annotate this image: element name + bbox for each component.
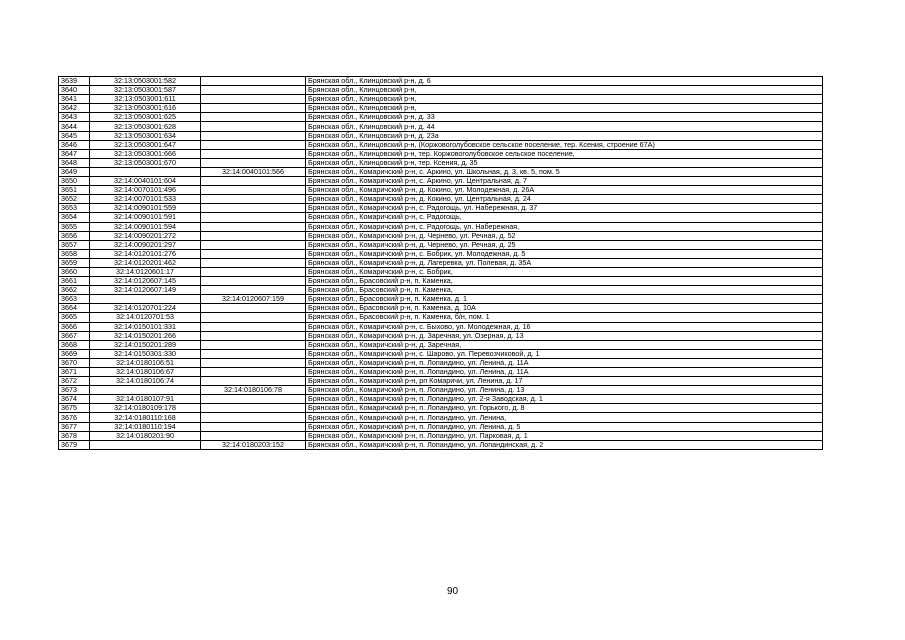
cadastral-number-cell (90, 167, 201, 176)
parent-cadastral-number-cell (201, 77, 306, 86)
parent-cadastral-number-cell (201, 222, 306, 231)
address-cell: Брянская обл., Клинцовский р-н, д. 33 (306, 113, 823, 122)
parent-cadastral-number-cell: 32:14:0040101:566 (201, 167, 306, 176)
row-number-cell: 3655 (59, 222, 90, 231)
address-cell: Брянская обл., Комаричский р-н, д. Заречная, (306, 340, 823, 349)
parent-cadastral-number-cell (201, 140, 306, 149)
address-cell: Брянская обл., Комаричский р-н, с. Радогощь, ул. Набережная, (306, 222, 823, 231)
table-row (59, 368, 823, 377)
row-number-cell: 3663 (59, 295, 90, 304)
table-row (59, 249, 823, 258)
page-number: 90 (446, 586, 459, 597)
parent-cadastral-number-cell: 32:14:0180106:78 (201, 386, 306, 395)
cadastral-number-cell: 32:14:0180106:74 (90, 377, 201, 386)
cadastral-number-cell: 32:14:0120607:149 (90, 286, 201, 295)
address-cell: Брянская обл., Комаричский р-н, п. Лопандино, ул. Парковая, д. 1 (306, 431, 823, 440)
address-cell: Брянская обл., Комаричский р-н, п. Лопандино, ул. 2-я Заводская, д. 1 (306, 395, 823, 404)
cadastral-number-cell: 32:14:0120201:462 (90, 258, 201, 267)
parent-cadastral-number-cell (201, 286, 306, 295)
row-number-cell: 3664 (59, 304, 90, 313)
cadastral-number-cell: 32:14:0090101:594 (90, 222, 201, 231)
row-number-cell: 3643 (59, 113, 90, 122)
cadastral-number-cell: 32:13:0503001:666 (90, 149, 201, 158)
table-row (59, 404, 823, 413)
table-row (59, 431, 823, 440)
registry-table (58, 76, 823, 450)
table-row (59, 286, 823, 295)
row-number-cell: 3640 (59, 86, 90, 95)
row-number-cell: 3666 (59, 322, 90, 331)
address-cell: Брянская обл., Брасовский р-н, п. Каменка, (306, 286, 823, 295)
table-row (59, 104, 823, 113)
row-number-cell: 3675 (59, 404, 90, 413)
row-number-cell: 3661 (59, 277, 90, 286)
cadastral-number-cell: 32:13:0503001:628 (90, 122, 201, 131)
parent-cadastral-number-cell (201, 258, 306, 267)
cadastral-number-cell (90, 295, 201, 304)
table-row (59, 440, 823, 449)
row-number-cell: 3665 (59, 313, 90, 322)
row-number-cell: 3639 (59, 77, 90, 86)
cadastral-number-cell: 32:13:0503001:625 (90, 113, 201, 122)
address-cell: Брянская обл., Комаричский р-н, д. Кокино, ул. Центральная, д. 24 (306, 195, 823, 204)
row-number-cell: 3653 (59, 204, 90, 213)
registry-table-body (59, 77, 823, 450)
table-row (59, 231, 823, 240)
row-number-cell: 3673 (59, 386, 90, 395)
parent-cadastral-number-cell (201, 240, 306, 249)
address-cell: Брянская обл., Брасовский р-н, п. Каменка, б/н, пом. 1 (306, 313, 823, 322)
table-row (59, 86, 823, 95)
row-number-cell: 3656 (59, 231, 90, 240)
cadastral-number-cell: 32:14:0120701:224 (90, 304, 201, 313)
parent-cadastral-number-cell (201, 95, 306, 104)
table-row (59, 258, 823, 267)
parent-cadastral-number-cell (201, 231, 306, 240)
row-number-cell: 3659 (59, 258, 90, 267)
parent-cadastral-number-cell (201, 304, 306, 313)
table-row (59, 277, 823, 286)
table-row (59, 422, 823, 431)
table-row (59, 331, 823, 340)
parent-cadastral-number-cell (201, 395, 306, 404)
parent-cadastral-number-cell (201, 158, 306, 167)
row-number-cell: 3649 (59, 167, 90, 176)
row-number-cell: 3669 (59, 349, 90, 358)
address-cell: Брянская обл., Комаричский р-н, с. Радогощь, ул. Набережная, д. 37 (306, 204, 823, 213)
parent-cadastral-number-cell (201, 131, 306, 140)
cadastral-number-cell: 32:14:0180110:194 (90, 422, 201, 431)
cadastral-number-cell: 32:14:0040101:604 (90, 177, 201, 186)
table-row (59, 122, 823, 131)
table-row (59, 204, 823, 213)
cadastral-number-cell: 32:14:0180110:168 (90, 413, 201, 422)
row-number-cell: 3678 (59, 431, 90, 440)
table-row (59, 386, 823, 395)
address-cell: Брянская обл., Клинцовский р-н, тер. Ксения, д. 35 (306, 158, 823, 167)
row-number-cell: 3667 (59, 331, 90, 340)
row-number-cell: 3657 (59, 240, 90, 249)
address-cell: Брянская обл., Комаричский р-н, п. Лопандино, ул. Ленина, д. 5 (306, 422, 823, 431)
table-row (59, 149, 823, 158)
address-cell: Брянская обл., Комаричский р-н, п. Лопандино, ул. Ленина, д. 13 (306, 386, 823, 395)
address-cell: Брянская обл., Комаричский р-н, п. Лопандино, ул. Лопандинская, д. 2 (306, 440, 823, 449)
address-cell: Брянская обл., Комаричский р-н, д. Кокино, ул. Молодежная, д. 26А (306, 186, 823, 195)
address-cell: Брянская обл., Клинцовский р-н, (Коржовоголубовское сельское поселение, тер. Ксения, строение 67А) (306, 140, 823, 149)
table-row (59, 77, 823, 86)
row-number-cell: 3648 (59, 158, 90, 167)
cadastral-number-cell: 32:14:0070101:533 (90, 195, 201, 204)
cadastral-number-cell (90, 440, 201, 449)
address-cell: Брянская обл., Брасовский р-н, п. Каменка, д. 10А (306, 304, 823, 313)
cadastral-number-cell: 32:14:0180106:51 (90, 358, 201, 367)
cadastral-number-cell: 32:14:0180201:90 (90, 431, 201, 440)
cadastral-number-cell: 32:13:0503001:634 (90, 131, 201, 140)
parent-cadastral-number-cell (201, 86, 306, 95)
cadastral-number-cell (90, 386, 201, 395)
parent-cadastral-number-cell: 32:14:0180203:152 (201, 440, 306, 449)
table-row (59, 113, 823, 122)
parent-cadastral-number-cell (201, 277, 306, 286)
parent-cadastral-number-cell (201, 368, 306, 377)
row-number-cell: 3670 (59, 358, 90, 367)
cadastral-number-cell: 32:14:0150201:266 (90, 331, 201, 340)
address-cell: Брянская обл., Клинцовский р-н, (306, 104, 823, 113)
address-cell: Брянская обл., Комаричский р-н, д. Лагеревка, ул. Полевая, д. 35А (306, 258, 823, 267)
row-number-cell: 3676 (59, 413, 90, 422)
parent-cadastral-number-cell (201, 422, 306, 431)
address-cell: Брянская обл., Клинцовский р-н, тер. Коржовоголубовское сельское поселение, (306, 149, 823, 158)
parent-cadastral-number-cell (201, 431, 306, 440)
cadastral-number-cell: 32:14:0090101:591 (90, 213, 201, 222)
address-cell: Брянская обл., Комаричский р-н, рп Комаричи, ул. Ленина, д. 17 (306, 377, 823, 386)
cadastral-number-cell: 32:13:0503001:670 (90, 158, 201, 167)
table-row (59, 186, 823, 195)
address-cell: Брянская обл., Комаричский р-н, д. Чернево, ул. Речная, д. 52 (306, 231, 823, 240)
cadastral-number-cell: 32:14:0070101:496 (90, 186, 201, 195)
row-number-cell: 3644 (59, 122, 90, 131)
row-number-cell: 3677 (59, 422, 90, 431)
table-row (59, 213, 823, 222)
row-number-cell: 3642 (59, 104, 90, 113)
address-cell: Брянская обл., Комаричский р-н, с. Быхово, ул. Молодежная, д. 16 (306, 322, 823, 331)
row-number-cell: 3674 (59, 395, 90, 404)
cadastral-number-cell: 32:14:0090201:272 (90, 231, 201, 240)
address-cell: Брянская обл., Комаричский р-н, с. Радогощь, (306, 213, 823, 222)
cadastral-number-cell: 32:13:0503001:616 (90, 104, 201, 113)
address-cell: Брянская обл., Комаричский р-н, д. Заречная, ул. Озерная, д. 13 (306, 331, 823, 340)
address-cell: Брянская обл., Комаричский р-н, с. Аркино, ул. Центральная, д. 7 (306, 177, 823, 186)
parent-cadastral-number-cell (201, 313, 306, 322)
address-cell: Брянская обл., Брасовский р-н, п. Каменка, д. 1 (306, 295, 823, 304)
parent-cadastral-number-cell (201, 195, 306, 204)
table-row (59, 295, 823, 304)
address-cell: Брянская обл., Комаричский р-н, с. Шарово, ул. Перевозчиковой, д. 1 (306, 349, 823, 358)
address-cell: Брянская обл., Клинцовский р-н, (306, 95, 823, 104)
row-number-cell: 3654 (59, 213, 90, 222)
row-number-cell: 3641 (59, 95, 90, 104)
table-row (59, 140, 823, 149)
table-row (59, 304, 823, 313)
table-row (59, 95, 823, 104)
table-row (59, 413, 823, 422)
parent-cadastral-number-cell (201, 113, 306, 122)
parent-cadastral-number-cell (201, 122, 306, 131)
table-row (59, 358, 823, 367)
parent-cadastral-number-cell (201, 204, 306, 213)
cadastral-number-cell: 32:14:0120607:145 (90, 277, 201, 286)
parent-cadastral-number-cell: 32:14:0120607:159 (201, 295, 306, 304)
parent-cadastral-number-cell (201, 377, 306, 386)
table-row (59, 195, 823, 204)
parent-cadastral-number-cell (201, 358, 306, 367)
row-number-cell: 3662 (59, 286, 90, 295)
address-cell: Брянская обл., Комаричский р-н, с. Аркино, ул. Школьная, д. 3, кв. 5, пом. 5 (306, 167, 823, 176)
address-cell: Брянская обл., Клинцовский р-н, д. 23а (306, 131, 823, 140)
parent-cadastral-number-cell (201, 177, 306, 186)
address-cell: Брянская обл., Комаричский р-н, с. Бобрик, ул. Молодежная, д. 5 (306, 249, 823, 258)
row-number-cell: 3650 (59, 177, 90, 186)
parent-cadastral-number-cell (201, 267, 306, 276)
table-row (59, 322, 823, 331)
table-row (59, 313, 823, 322)
row-number-cell: 3658 (59, 249, 90, 258)
cadastral-number-cell: 32:13:0503001:582 (90, 77, 201, 86)
address-cell: Брянская обл., Комаричский р-н, п. Лопандино, ул. Ленина, д. 11А (306, 368, 823, 377)
table-row (59, 222, 823, 231)
address-cell: Брянская обл., Брасовский р-н, п. Каменка, (306, 277, 823, 286)
cadastral-number-cell: 32:14:0180107:91 (90, 395, 201, 404)
cadastral-number-cell: 32:13:0503001:587 (90, 86, 201, 95)
address-cell: Брянская обл., Комаричский р-н, п. Лопандино, ул. Ленина, (306, 413, 823, 422)
row-number-cell: 3668 (59, 340, 90, 349)
row-number-cell: 3646 (59, 140, 90, 149)
cadastral-number-cell: 32:13:0503001:611 (90, 95, 201, 104)
parent-cadastral-number-cell (201, 331, 306, 340)
table-row (59, 395, 823, 404)
cadastral-number-cell: 32:14:0120101:276 (90, 249, 201, 258)
parent-cadastral-number-cell (201, 249, 306, 258)
row-number-cell: 3647 (59, 149, 90, 158)
parent-cadastral-number-cell (201, 349, 306, 358)
parent-cadastral-number-cell (201, 104, 306, 113)
address-cell: Брянская обл., Клинцовский р-н, д. 44 (306, 122, 823, 131)
cadastral-number-cell: 32:14:0180106:67 (90, 368, 201, 377)
cadastral-number-cell: 32:14:0150301:330 (90, 349, 201, 358)
row-number-cell: 3645 (59, 131, 90, 140)
address-cell: Брянская обл., Комаричский р-н, д. Чернево, ул. Речная, д. 25 (306, 240, 823, 249)
parent-cadastral-number-cell (201, 404, 306, 413)
parent-cadastral-number-cell (201, 149, 306, 158)
cadastral-number-cell: 32:14:0150201:289 (90, 340, 201, 349)
row-number-cell: 3679 (59, 440, 90, 449)
address-cell: Брянская обл., Комаричский р-н, п. Лопандино, ул. Горького, д. 8 (306, 404, 823, 413)
cadastral-number-cell: 32:14:0120701:53 (90, 313, 201, 322)
address-cell: Брянская обл., Комаричский р-н, с. Бобрик, (306, 267, 823, 276)
cadastral-number-cell: 32:14:0090101:559 (90, 204, 201, 213)
cadastral-number-cell: 32:14:0090201:297 (90, 240, 201, 249)
parent-cadastral-number-cell (201, 413, 306, 422)
row-number-cell: 3660 (59, 267, 90, 276)
cadastral-number-cell: 32:14:0150101:331 (90, 322, 201, 331)
address-cell: Брянская обл., Комаричский р-н, п. Лопандино, ул. Ленина, д. 11А (306, 358, 823, 367)
address-cell: Брянская обл., Клинцовский р-н, (306, 86, 823, 95)
row-number-cell: 3651 (59, 186, 90, 195)
table-row (59, 240, 823, 249)
parent-cadastral-number-cell (201, 340, 306, 349)
parent-cadastral-number-cell (201, 186, 306, 195)
table-row (59, 167, 823, 176)
cadastral-number-cell: 32:14:0180109:178 (90, 404, 201, 413)
row-number-cell: 3671 (59, 368, 90, 377)
table-row (59, 267, 823, 276)
cadastral-number-cell: 32:13:0503001:647 (90, 140, 201, 149)
table-row (59, 340, 823, 349)
cadastral-number-cell: 32:14:0120601:17 (90, 267, 201, 276)
parent-cadastral-number-cell (201, 322, 306, 331)
row-number-cell: 3652 (59, 195, 90, 204)
table-row (59, 131, 823, 140)
table-row (59, 349, 823, 358)
table-row (59, 177, 823, 186)
address-cell: Брянская обл., Клинцовский р-н, д. 6 (306, 77, 823, 86)
table-row (59, 158, 823, 167)
row-number-cell: 3672 (59, 377, 90, 386)
table-row (59, 377, 823, 386)
parent-cadastral-number-cell (201, 213, 306, 222)
